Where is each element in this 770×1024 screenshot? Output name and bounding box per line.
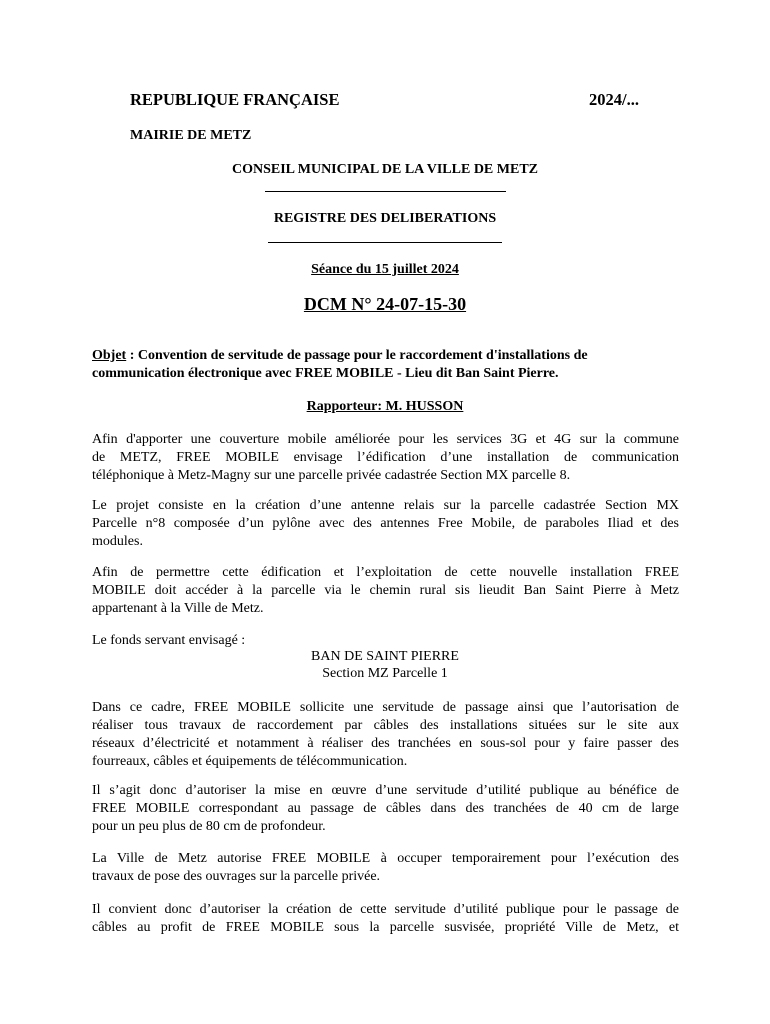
text-line: Afin de permettre cette édification et l’exploitation de cette nouvelle installation FREE — [92, 565, 679, 580]
text-line: téléphonique à Metz-Magny sur une parcelle privée cadastrée Section MX parcelle 8. — [92, 468, 571, 483]
divider-line — [265, 191, 506, 192]
paragraph-6 — [92, 782, 679, 836]
mairie-heading: MAIRIE DE METZ — [130, 128, 252, 143]
text-line: travaux de pose des ouvrages sur la parcelle privée. — [92, 869, 381, 884]
dcm-number: DCM N° 24-07-15-30 — [303, 294, 467, 314]
text-line: Afin d'apporter une couverture mobile améliorée pour les services 3G et 4G sur la commune — [92, 432, 679, 447]
paragraph-2 — [92, 497, 679, 551]
fonds-parcel: Section MZ Parcelle 1 — [322, 666, 448, 681]
text-line: Dans ce cadre, FREE MOBILE sollicite une servitude de passage ainsi que l’autorisation de — [92, 700, 679, 715]
deliberation-number: 2024/... — [589, 90, 639, 109]
paragraph-3 — [92, 564, 679, 618]
paragraph-4 — [92, 632, 679, 650]
paragraph-5 — [92, 699, 679, 771]
objet-text: : Convention de servitude de passage pour le raccordement d'installations de — [126, 348, 588, 363]
rapporteur-heading: Rapporteur: M. HUSSON — [306, 399, 464, 414]
text-line: Le fonds servant envisagé : — [92, 633, 246, 648]
text-line: câbles au profit de FREE MOBILE sous la parcelle susvisée, propriété Ville de Metz, et — [92, 920, 679, 935]
text-line: pour un peu plus de 80 cm de profondeur. — [92, 819, 326, 834]
paragraph-7 — [92, 850, 679, 886]
text-line: de METZ, FREE MOBILE envisage l’édification d’une installation de communication — [92, 450, 679, 465]
seance-date: Séance du 15 juillet 2024 — [311, 262, 459, 277]
text-line: La Ville de Metz autorise FREE MOBILE à occuper temporairement pour l’exécution des — [92, 851, 679, 866]
text-line: appartenant à la Ville de Metz. — [92, 601, 264, 616]
objet-line: communication électronique avec FREE MOBILE - Lieu dit Ban Saint Pierre. — [92, 366, 559, 381]
text-line: modules. — [92, 534, 143, 549]
registre-heading: REGISTRE DES DELIBERATIONS — [273, 211, 497, 226]
text-line: MOBILE doit accéder à la parcelle via le chemin rural sis lieudit Ban Saint Pierre à Metz — [92, 583, 679, 598]
paragraph-1 — [92, 431, 679, 485]
text-line: réseaux d’électricité et notamment à réaliser des tranchées en sous-sol pour y faire passer des — [92, 736, 679, 751]
text-line: Il convient donc d’autoriser la création de cette servitude d’utilité publique pour le passage de — [92, 902, 679, 917]
objet-block — [92, 347, 682, 383]
republique-heading: REPUBLIQUE FRANÇAISE — [130, 90, 340, 109]
objet-line — [92, 347, 682, 365]
text-line: Le projet consiste en la création d’une antenne relais sur la parcelle cadastrée Section MX — [92, 498, 679, 513]
paragraph-8 — [92, 901, 679, 937]
text-line: Il s’agit donc d’autoriser la mise en œuvre d’une servitude d’utilité publique au bénéfice de — [92, 783, 679, 798]
text-line: réaliser tous travaux de raccordement par câbles des installations situées sur le site aux — [92, 718, 679, 733]
text-line: Parcelle n°8 composée d’un pylône avec des antennes Free Mobile, de paraboles Iliad et des — [92, 516, 679, 531]
text-line: fourreaux, câbles et équipements de télécommunication. — [92, 754, 408, 769]
conseil-heading: CONSEIL MUNICIPAL DE LA VILLE DE METZ — [232, 162, 538, 177]
fonds-name: BAN DE SAINT PIERRE — [311, 649, 459, 664]
text-line: FREE MOBILE correspondant au passage de câbles dans des tranchées de 40 cm de large — [92, 801, 679, 816]
objet-label: Objet — [92, 348, 127, 363]
divider-line — [268, 242, 502, 243]
